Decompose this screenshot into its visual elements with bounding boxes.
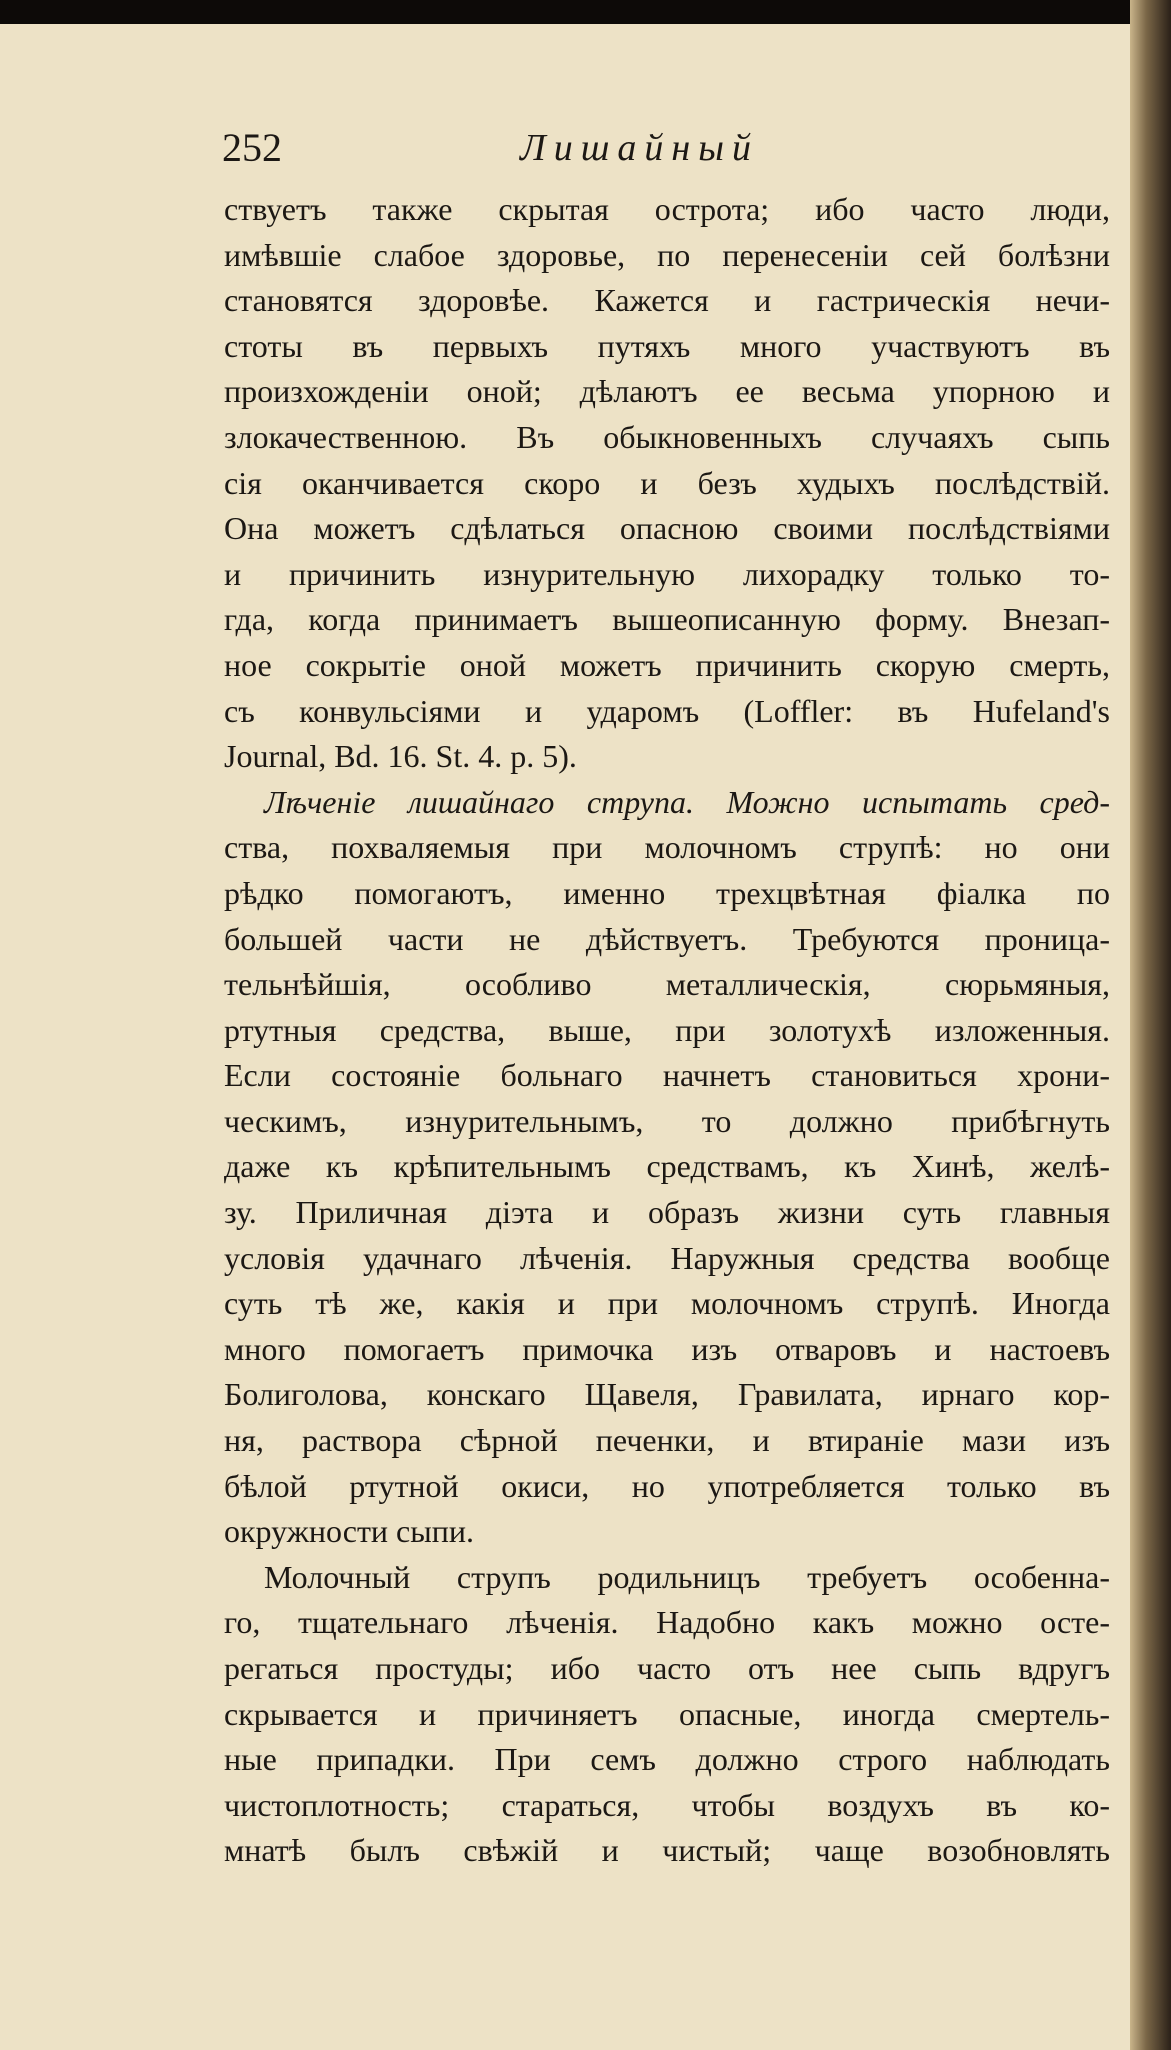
text-line: чистоплотность; стараться, чтобы воздухъ въ ко- bbox=[224, 1786, 1110, 1823]
text-line: ртутныя средства, выше, при золотухѣ изложенныя. bbox=[224, 1011, 1110, 1048]
text-line: имѣвшіе слабое здоровье, по перенесеніи сей болѣзни bbox=[224, 236, 1110, 273]
text-line: условія удачнаго лѣченія. Наружныя средства вообще bbox=[224, 1239, 1110, 1276]
text-line: ствуетъ также скрытая острота; ибо часто люди, bbox=[224, 191, 1110, 227]
text-line: тельнѣйшія, особливо металлическія, сюрьмяныя, bbox=[224, 966, 1110, 1003]
running-title: Лишайный bbox=[520, 127, 760, 169]
text-line: окружности сыпи. bbox=[224, 1513, 474, 1550]
book-page bbox=[0, 24, 1130, 2050]
text-line: большей части не дѣйствуетъ. Требуются проница- bbox=[224, 920, 1110, 957]
page-edge bbox=[1130, 0, 1171, 2050]
text-line: много помогаетъ примочка изъ отваровъ и настоевъ bbox=[224, 1330, 1110, 1367]
text-line: го, тщательнаго лѣченія. Надобно какъ можно осте- bbox=[224, 1604, 1110, 1641]
text-line: ства, похваляемыя при молочномъ струпѣ: но они bbox=[224, 829, 1110, 866]
scan-border bbox=[0, 0, 1171, 24]
section-heading-line: Лѣченіе лишайнаго струпа. Можно испытать сред- bbox=[264, 783, 1110, 820]
text-line: ное сокрытіе оной можетъ причинить скорую смерть, bbox=[224, 646, 1110, 683]
text-line: ные припадки. При семъ должно строго наблюдать bbox=[224, 1741, 1110, 1778]
text-line: и причинить изнурительную лихорадку только то- bbox=[224, 555, 1110, 592]
text-line: даже къ крѣпительнымъ средствамъ, къ Хинѣ, желѣ- bbox=[224, 1148, 1110, 1185]
page-number: 252 bbox=[222, 125, 282, 170]
text-line: суть тѣ же, какія и при молочномъ струпѣ. Иногда bbox=[224, 1285, 1110, 1322]
text-line: гда, когда принимаетъ вышеописанную форму. Внезап- bbox=[224, 601, 1110, 638]
text-line: мнатѣ былъ свѣжій и чистый; чаще возобновлять bbox=[224, 1832, 1110, 1869]
text-line: ня, раствора сѣрной печенки, и втираніе мази изъ bbox=[224, 1422, 1110, 1459]
text-line: становятся здоровѣе. Кажется и гастрическія нечи- bbox=[224, 282, 1110, 319]
text-line: Journal, Bd. 16. St. 4. p. 5). bbox=[224, 738, 577, 775]
text-line: Молочный струпъ родильницъ требуетъ особенна- bbox=[264, 1558, 1110, 1595]
text-line: сія оканчивается скоро и безъ худыхъ послѣдствій. bbox=[224, 464, 1110, 501]
text-line: произхожденіи оной; дѣлаютъ ее весьма упорною и bbox=[224, 373, 1110, 410]
text-line: злокачественною. Въ обыкновенныхъ случаяхъ сыпь bbox=[224, 418, 1110, 455]
text-line: регаться простуды; ибо часто отъ нее сыпь вдругъ bbox=[224, 1650, 1110, 1686]
text-line: бѣлой ртутной окиси, но употребляется только въ bbox=[224, 1467, 1110, 1504]
body-text bbox=[224, 187, 1110, 1874]
running-head bbox=[222, 118, 962, 178]
text-line: Если состояніе больнаго начнетъ становиться хрони- bbox=[224, 1057, 1110, 1094]
text-line: стоты въ первыхъ путяхъ много участвуютъ въ bbox=[224, 327, 1110, 364]
text-line: съ конвульсіями и ударомъ (Loffler: въ Hufeland's bbox=[224, 692, 1110, 729]
text-line: Она можетъ сдѣлаться опасною своими послѣдствіями bbox=[224, 510, 1110, 547]
text-line: ческимъ, изнурительнымъ, то должно прибѣгнуть bbox=[224, 1102, 1110, 1139]
text-line: зу. Приличная діэта и образъ жизни суть главныя bbox=[224, 1194, 1110, 1231]
text-line: Болиголова, конскаго Щавеля, Гравилата, ирнаго кор- bbox=[224, 1376, 1110, 1413]
text-line: скрывается и причиняетъ опасные, иногда смертель- bbox=[224, 1695, 1110, 1732]
text-line: рѣдко помогаютъ, именно трехцвѣтная фіалка по bbox=[224, 874, 1110, 911]
